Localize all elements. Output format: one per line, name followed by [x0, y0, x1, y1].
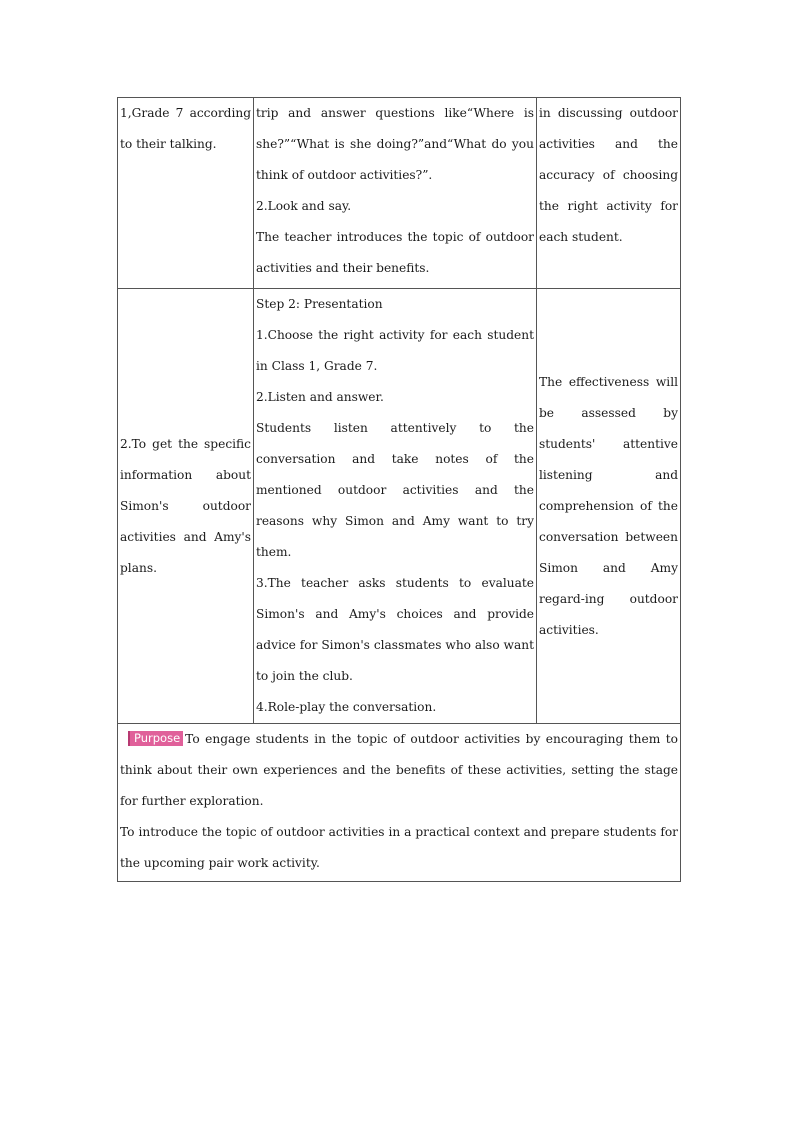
- purpose-tag: Purpose: [128, 731, 183, 746]
- procedure-paragraph: 2.Look and say.: [256, 199, 352, 213]
- procedure-paragraph: trip and answer questions like“Where is she?”“What is she doing?”and“What do you think of outdoor activities?”.: [256, 106, 534, 182]
- assessment-text: The effectiveness will be assessed by students' attentive listening and comprehension of the conversation between Simon and Amy regard-ing outdoor activities.: [539, 374, 678, 637]
- purpose-cell: [118, 724, 681, 882]
- objective-text: 1,Grade 7 according to their talking.: [120, 106, 251, 151]
- procedure-cell: [254, 98, 537, 289]
- objective-cell: [118, 98, 254, 289]
- procedure-cell: [254, 289, 537, 724]
- purpose-text: To engage students in the topic of outdoor activities by encouraging them to think about their own experiences and the benefits of these activities, setting the stage for further exploration.: [120, 732, 678, 808]
- assessment-cell: [537, 98, 681, 289]
- table-row: [118, 724, 681, 882]
- procedure-paragraph: 3.The teacher asks students to evaluate Simon's and Amy's choices and provide advice for Simon's classmates who also want to join the club.: [256, 576, 534, 683]
- table-row: [118, 289, 681, 724]
- objective-cell: [118, 289, 254, 724]
- procedure-paragraph: 1.Choose the right activity for each student in Class 1, Grade 7.: [256, 328, 534, 373]
- procedure-paragraph: 2.Listen and answer.: [256, 390, 384, 404]
- assessment-text: in discussing outdoor activities and the accuracy of choosing the right activity for each student.: [539, 106, 678, 244]
- table-row: [118, 98, 681, 289]
- procedure-heading: Step 2: Presentation: [256, 297, 383, 311]
- procedure-paragraph: 4.Role-play the conversation.: [256, 700, 437, 714]
- assessment-cell: [537, 289, 681, 724]
- procedure-paragraph: Students listen attentively to the conversation and take notes of the mentioned outdoor activities and the reasons why Simon and Amy want to try them.: [256, 421, 534, 559]
- objective-text: 2.To get the specific information about Simon's outdoor activities and Amy's plans.: [120, 436, 251, 575]
- lesson-plan-table: [117, 97, 681, 882]
- procedure-paragraph: The teacher introduces the topic of outdoor activities and their benefits.: [256, 230, 534, 275]
- purpose-second-paragraph: To introduce the topic of outdoor activities in a practical context and prepare students for the upcoming pair work activity.: [120, 825, 678, 870]
- purpose-paragraph: [120, 724, 678, 817]
